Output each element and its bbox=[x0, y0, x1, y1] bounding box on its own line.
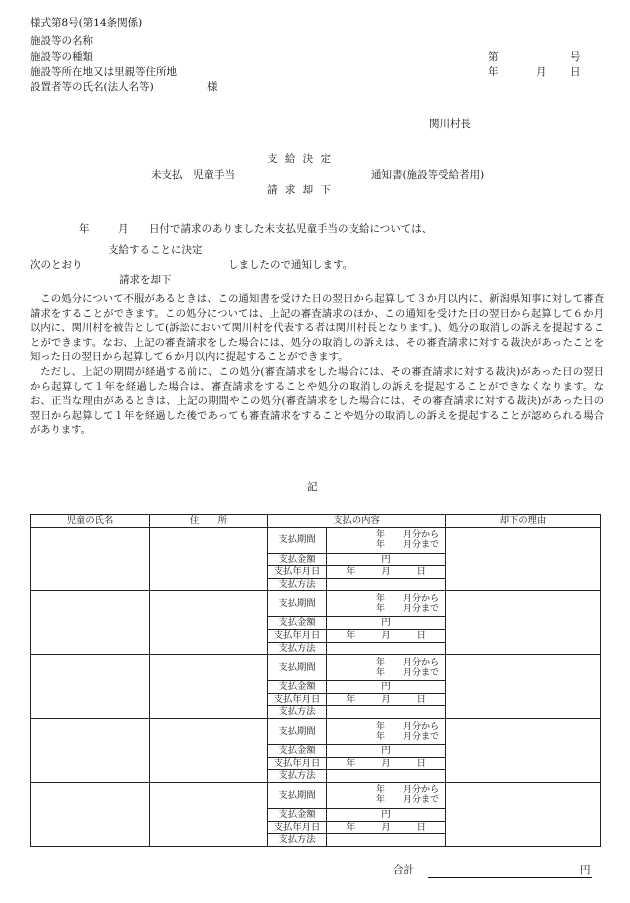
total-underline bbox=[428, 877, 592, 878]
period-label: 支払期間 bbox=[268, 527, 327, 553]
date-label: 支払年月日 bbox=[268, 693, 327, 706]
date-year-unit: 年 bbox=[346, 566, 356, 578]
amount-value[interactable]: 円 bbox=[327, 681, 446, 694]
period-from: 年 月分から bbox=[375, 530, 439, 541]
date-label: 支払年月日 bbox=[268, 821, 327, 834]
amount-value[interactable]: 円 bbox=[327, 553, 446, 566]
period-label: 支払期間 bbox=[268, 591, 327, 617]
method-value[interactable] bbox=[327, 770, 446, 783]
period-to: 年 月分まで bbox=[375, 667, 439, 678]
intro-sentence: 日付で請求のありました未支払児童手当の支給については、 bbox=[149, 223, 433, 235]
date-label: 支払年月日 bbox=[268, 757, 327, 770]
header-child-name: 児童の氏名 bbox=[31, 515, 150, 528]
date-year-unit: 年 bbox=[346, 693, 356, 705]
date-day-unit: 日 bbox=[416, 630, 426, 642]
child-name-cell[interactable] bbox=[31, 527, 150, 591]
date-month-unit: 月 bbox=[381, 630, 391, 642]
date-year: 年 bbox=[488, 66, 499, 78]
method-value[interactable] bbox=[327, 706, 446, 719]
date-value[interactable] bbox=[327, 566, 446, 579]
date-day: 日 bbox=[570, 66, 581, 78]
method-label: 支払方法 bbox=[268, 706, 327, 719]
amount-label: 支払金額 bbox=[268, 553, 327, 566]
amount-label: 支払金額 bbox=[268, 681, 327, 694]
period-label: 支払期間 bbox=[268, 719, 327, 745]
amount-label: 支払金額 bbox=[268, 745, 327, 758]
period-to: 年 月分まで bbox=[375, 731, 439, 742]
title-grant: 支 給 決 定 bbox=[267, 153, 334, 165]
period-from: 年 月分から bbox=[375, 721, 439, 732]
total-label: 合計 bbox=[393, 864, 414, 876]
amount-value[interactable]: 円 bbox=[327, 617, 446, 630]
address-cell[interactable] bbox=[150, 591, 268, 655]
child-name-cell[interactable] bbox=[31, 591, 150, 655]
period-from: 年 月分から bbox=[375, 593, 439, 604]
method-label: 支払方法 bbox=[268, 642, 327, 655]
option-grant: 支給することに決定 bbox=[108, 244, 203, 256]
rejection-reason-cell[interactable] bbox=[446, 719, 601, 783]
date-month-unit: 月 bbox=[381, 693, 391, 705]
address-cell[interactable] bbox=[150, 719, 268, 783]
date-value[interactable] bbox=[327, 693, 446, 706]
child-name-cell[interactable] bbox=[31, 719, 150, 783]
date-month-unit: 月 bbox=[381, 566, 391, 578]
child-name-cell[interactable] bbox=[31, 655, 150, 719]
date-day-unit: 日 bbox=[416, 821, 426, 833]
period-to: 年 月分まで bbox=[375, 795, 439, 806]
method-value[interactable] bbox=[327, 578, 446, 591]
header-rejection-reason: 却下の理由 bbox=[446, 515, 601, 528]
method-value[interactable] bbox=[327, 834, 446, 847]
date-year-unit: 年 bbox=[346, 821, 356, 833]
date-day-unit: 日 bbox=[416, 566, 426, 578]
method-label: 支払方法 bbox=[268, 578, 327, 591]
method-label: 支払方法 bbox=[268, 770, 327, 783]
facility-type-label: 施設等の種類 bbox=[30, 51, 93, 63]
number-prefix: 第 bbox=[488, 51, 499, 63]
payment-table bbox=[30, 514, 601, 847]
period-value[interactable] bbox=[327, 527, 446, 553]
title-right: 通知書(施設等受給者用) bbox=[371, 169, 485, 181]
amount-value[interactable]: 円 bbox=[327, 745, 446, 758]
intro-month: 月 bbox=[118, 223, 129, 235]
table-row bbox=[31, 591, 601, 617]
date-month-unit: 月 bbox=[381, 757, 391, 769]
notice-paragraph-2: ただし、上記の期間が経過する前に、この処分(審査請求をした場合には、その審査請求に対する裁決)があった日の翌日から起算して１年を経過した場合は、審査請求をすることや処分の取消しの訴えを提起することができなくなります。なお、正当な理由があるときは、上記の期間やこの処分(審査請求をした場合には、その審査請求に対する裁決)があった日の翌日から起算して１年を経過した後であっても審査請求をすることや処分の取消しの訴えを提起することが認められる場合があります。 bbox=[30, 365, 604, 437]
facility-address-label: 施設等所在地又は里親等住所地 bbox=[30, 66, 177, 78]
date-day-unit: 日 bbox=[416, 693, 426, 705]
date-value[interactable] bbox=[327, 821, 446, 834]
notice-paragraph-1: この処分について不服があるときは、この通知書を受けた日の翌日から起算して３か月以内に、新潟県知事に対して審査請求をすることができます。この処分については、上記の審査請求のほか、この通知を受けた日の翌日から起算して６か月以内に、関川村を被告として(訴訟において関川村を代表する者は関川村長となります。)、処分の取消しの訴えを提起することができます。なお、上記の審査請求をした場合には、処分の取消しの訴えは、その審査請求に対する裁決があったことを知った日の翌日から起算して６か月以内に提起することができます。 bbox=[30, 293, 604, 364]
form-number: 様式第8号(第14条関係) bbox=[30, 17, 143, 29]
date-day-unit: 日 bbox=[416, 757, 426, 769]
rejection-reason-cell[interactable] bbox=[446, 782, 601, 846]
table-row bbox=[31, 655, 601, 681]
intro-suffix: しましたので通知します。 bbox=[228, 259, 354, 271]
rejection-reason-cell[interactable] bbox=[446, 527, 601, 591]
child-name-cell[interactable] bbox=[31, 782, 150, 846]
total-unit: 円 bbox=[580, 864, 591, 876]
table-row bbox=[31, 782, 601, 808]
option-reject: 請求を却下 bbox=[119, 274, 172, 286]
amount-label: 支払金額 bbox=[268, 617, 327, 630]
table-row bbox=[31, 527, 601, 553]
issuer: 関川村長 bbox=[429, 118, 471, 130]
amount-label: 支払金額 bbox=[268, 808, 327, 821]
header-address: 住 所 bbox=[150, 515, 268, 528]
rejection-reason-cell[interactable] bbox=[446, 655, 601, 719]
period-to: 年 月分まで bbox=[375, 540, 439, 551]
number-suffix: 号 bbox=[570, 51, 581, 63]
period-to: 年 月分まで bbox=[375, 603, 439, 614]
date-value[interactable] bbox=[327, 757, 446, 770]
period-from: 年 月分から bbox=[375, 785, 439, 796]
period-value[interactable] bbox=[327, 782, 446, 808]
period-value[interactable] bbox=[327, 655, 446, 681]
rejection-reason-cell[interactable] bbox=[446, 591, 601, 655]
period-label: 支払期間 bbox=[268, 782, 327, 808]
title-left: 未支払 児童手当 bbox=[151, 169, 235, 181]
period-from: 年 月分から bbox=[375, 657, 439, 668]
intro-prefix: 次のとおり bbox=[30, 259, 83, 271]
amount-value[interactable]: 円 bbox=[327, 808, 446, 821]
founder-name-label: 設置者等の氏名(法人名等) bbox=[30, 81, 154, 93]
date-label: 支払年月日 bbox=[268, 630, 327, 643]
date-year-unit: 年 bbox=[346, 630, 356, 642]
date-month: 月 bbox=[536, 66, 547, 78]
honorific: 様 bbox=[207, 81, 218, 93]
ki-mark: 記 bbox=[307, 481, 318, 493]
address-cell[interactable] bbox=[150, 655, 268, 719]
header-payment-content: 支払の内容 bbox=[268, 515, 446, 528]
period-label: 支払期間 bbox=[268, 655, 327, 681]
period-value[interactable] bbox=[327, 591, 446, 617]
notice-body bbox=[30, 292, 604, 438]
method-value[interactable] bbox=[327, 642, 446, 655]
facility-name-label: 施設等の名称 bbox=[30, 35, 93, 47]
table-row bbox=[31, 719, 601, 745]
intro-year: 年 bbox=[79, 223, 90, 235]
date-month-unit: 月 bbox=[381, 821, 391, 833]
address-cell[interactable] bbox=[150, 782, 268, 846]
address-cell[interactable] bbox=[150, 527, 268, 591]
date-year-unit: 年 bbox=[346, 757, 356, 769]
date-value[interactable] bbox=[327, 630, 446, 643]
date-label: 支払年月日 bbox=[268, 566, 327, 579]
title-reject: 請 求 却 下 bbox=[267, 184, 334, 196]
method-label: 支払方法 bbox=[268, 834, 327, 847]
period-value[interactable] bbox=[327, 719, 446, 745]
